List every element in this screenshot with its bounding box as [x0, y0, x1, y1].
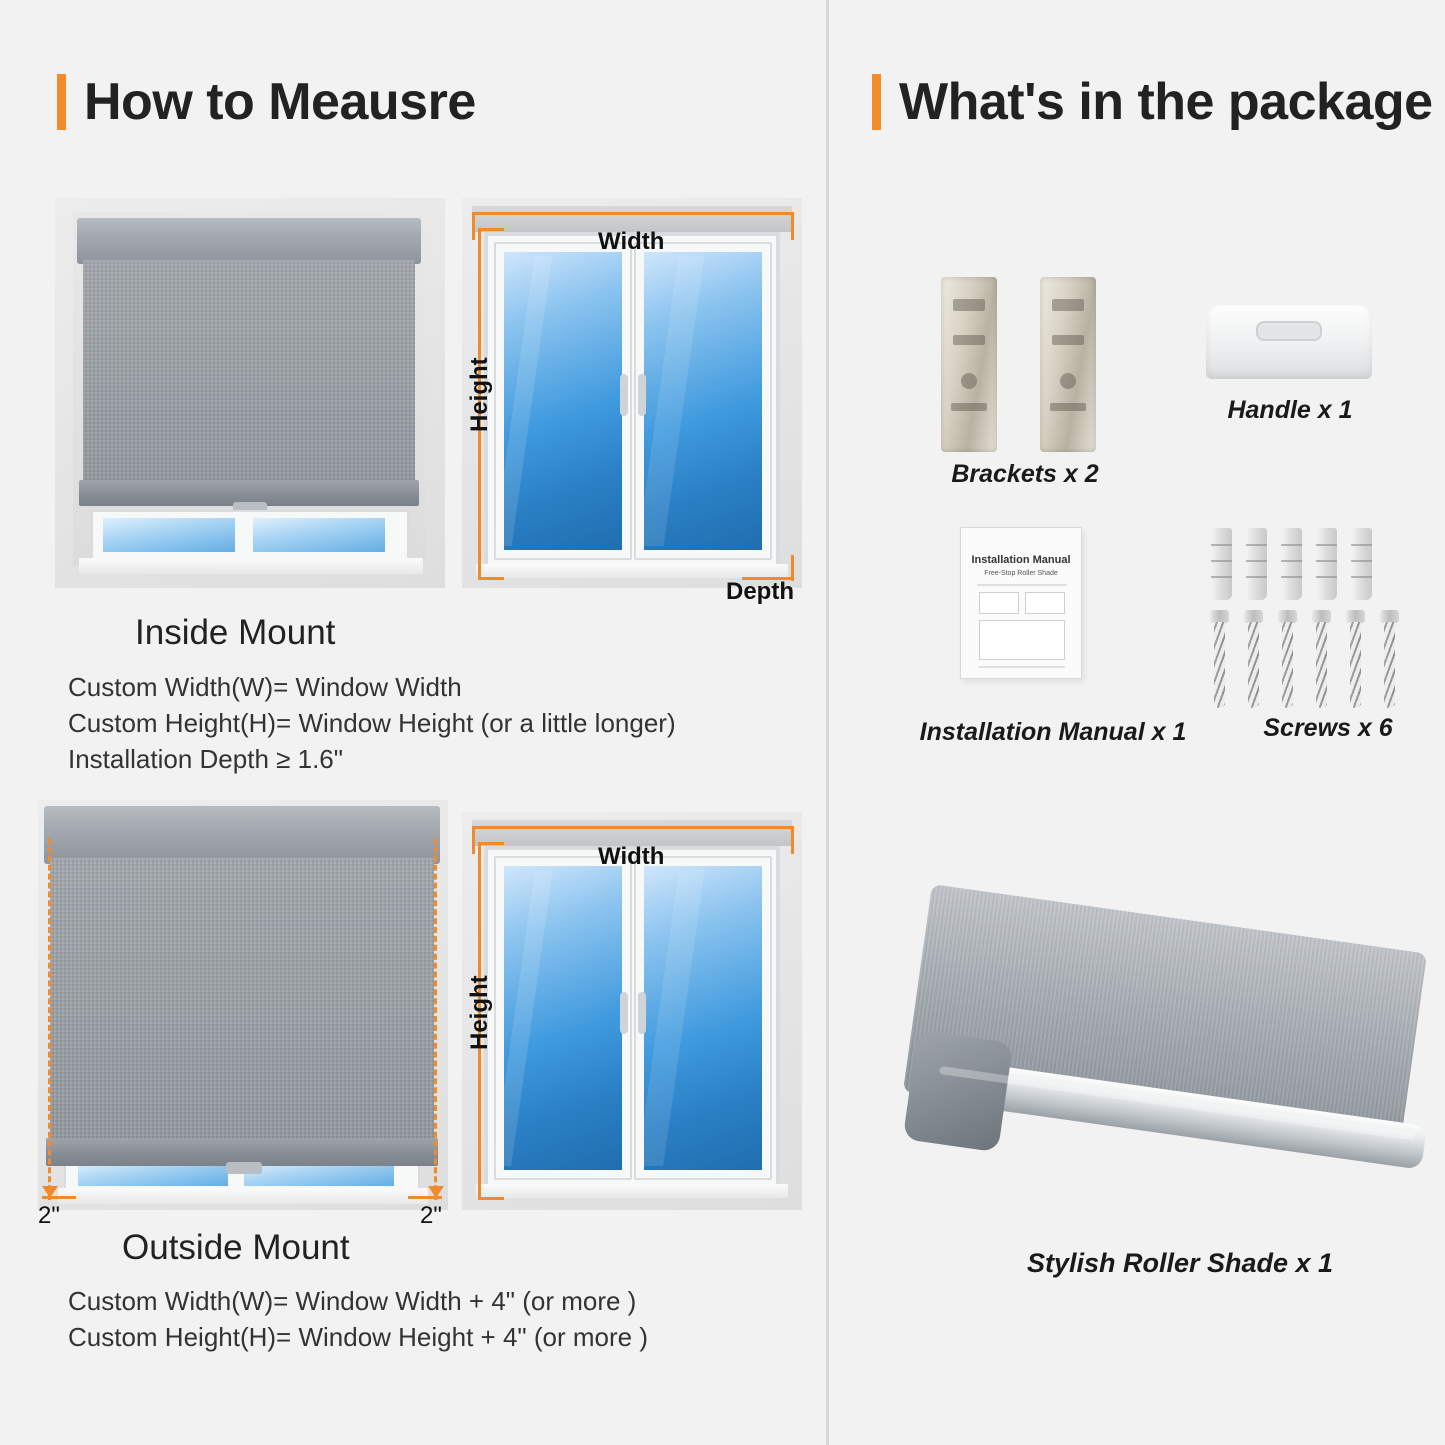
overhang-dash-left — [48, 838, 51, 1200]
overhang-arrow-left — [42, 1186, 58, 1198]
screw-item — [1210, 610, 1229, 708]
bracket-slot — [953, 335, 985, 345]
inside-spec-3: Installation Depth ≥ 1.6" — [68, 744, 343, 774]
manual-rule — [979, 666, 1065, 668]
window-glass-left — [103, 518, 235, 552]
inside-mount-diagram — [462, 198, 802, 588]
guide-height-tick-top — [478, 228, 504, 231]
window-sill — [58, 1188, 428, 1204]
accent-bar — [57, 74, 66, 130]
manual-label: Installation Manual x 1 — [919, 718, 1187, 746]
right-heading-text: What's in the package — [899, 73, 1433, 131]
shade-fabric — [50, 858, 434, 1140]
bracket-slot — [951, 403, 987, 411]
handle-label: Handle x 1 — [1227, 396, 1353, 424]
bracket-slot — [1050, 403, 1086, 411]
bracket-slot — [953, 299, 985, 311]
panel-divider — [826, 0, 829, 1445]
bracket-item-1 — [941, 277, 997, 452]
shade-valance — [44, 806, 440, 864]
roller-shade-photo — [900, 860, 1440, 1190]
screw-shaft — [1248, 622, 1259, 708]
manual-cover-title: Installation Manual — [971, 554, 1071, 566]
manual-rule — [977, 584, 1067, 586]
bracket-slot — [1052, 335, 1084, 345]
overhang-dash-right — [434, 838, 437, 1200]
outside-mount-title: Outside Mount — [122, 1228, 350, 1267]
anchor-ridge — [1351, 544, 1372, 546]
anchor-ridge — [1316, 576, 1337, 578]
installation-manual-item — [960, 527, 1082, 679]
outside-mount-diagram — [462, 812, 802, 1210]
overhang-label-right: 2" — [420, 1202, 442, 1229]
screws-label: Screws x 6 — [1263, 714, 1393, 742]
outside-mount-photo — [38, 800, 448, 1210]
guide-width-top-outside — [472, 826, 794, 829]
outside-spec-1: Custom Width(W)= Window Width + 4" (or more ) — [68, 1286, 637, 1316]
screw-shaft — [1384, 622, 1395, 708]
screw-shaft — [1350, 622, 1361, 708]
bracket-item-2 — [1040, 277, 1096, 452]
anchor-ridge — [1351, 560, 1372, 562]
roller-shade-label: Stylish Roller Shade x 1 — [1026, 1248, 1334, 1278]
guide-width-tick-right-outside — [791, 826, 794, 854]
bracket-hole — [1060, 373, 1076, 389]
inside-mount-photo — [55, 198, 445, 588]
window-handle-left — [620, 992, 628, 1034]
anchor-ridge — [1246, 544, 1267, 546]
anchor-ridge — [1316, 544, 1337, 546]
bracket-slot — [1052, 299, 1084, 311]
shade-valance — [77, 218, 421, 264]
window-sill — [79, 558, 423, 574]
manual-cover-subtitle: Free-Stop Roller Shade — [984, 570, 1058, 577]
left-heading-text: How to Meausre — [84, 73, 476, 131]
outside-width-label: Width — [598, 843, 665, 870]
left-panel-heading — [57, 72, 476, 132]
guide-height-tick-bottom — [478, 577, 504, 580]
anchor-ridge — [1281, 560, 1302, 562]
handle-grip-hole — [1256, 321, 1322, 341]
anchor-ridge — [1211, 560, 1232, 562]
guide-width-top — [472, 212, 794, 215]
anchor-ridge — [1246, 560, 1267, 562]
inside-depth-label: Depth — [726, 578, 794, 605]
wall-anchor — [1351, 528, 1372, 600]
guide-width-tick-left-outside — [472, 826, 475, 854]
brackets-label: Brackets x 2 — [951, 460, 1099, 488]
inside-spec-2: Custom Height(H)= Window Height (or a little longer) — [68, 708, 676, 738]
guide-height-tick-bottom-outside — [478, 1197, 504, 1200]
screw-item — [1380, 610, 1399, 708]
inside-spec-1: Custom Width(W)= Window Width — [68, 672, 462, 702]
screw-item — [1312, 610, 1331, 708]
wall-anchor — [1211, 528, 1232, 600]
overhang-arrow-right — [428, 1186, 444, 1198]
guide-width-tick-left — [472, 212, 475, 240]
manual-diagram-box — [1025, 592, 1065, 614]
guide-height-tick-top-outside — [478, 842, 504, 845]
window-sill — [476, 564, 788, 578]
window-handle-left — [620, 374, 628, 416]
outside-spec-2: Custom Height(H)= Window Height + 4" (or more ) — [68, 1322, 648, 1352]
inside-mount-title: Inside Mount — [135, 613, 336, 652]
manual-diagram-box — [979, 592, 1019, 614]
screw-shaft — [1214, 622, 1225, 708]
anchor-ridge — [1211, 544, 1232, 546]
inside-height-label: Height — [466, 357, 493, 432]
screw-shaft — [1282, 622, 1293, 708]
guide-width-tick-right — [791, 212, 794, 240]
screw-item — [1278, 610, 1297, 708]
accent-bar — [872, 74, 881, 130]
window-handle-right — [638, 992, 646, 1034]
window-handle-right — [638, 374, 646, 416]
roller-shade-end-cap — [903, 1030, 1013, 1152]
window-sill — [476, 1184, 788, 1198]
screw-shaft — [1316, 622, 1327, 708]
wall-anchor — [1246, 528, 1267, 600]
anchor-ridge — [1351, 576, 1372, 578]
screw-item — [1244, 610, 1263, 708]
anchor-ridge — [1316, 560, 1337, 562]
bracket-hole — [961, 373, 977, 389]
shade-fabric — [83, 260, 415, 482]
anchor-ridge — [1211, 576, 1232, 578]
outside-height-label: Height — [466, 975, 493, 1050]
window-glass-right — [253, 518, 385, 552]
shade-pull-tab — [226, 1162, 262, 1174]
manual-diagram-box — [979, 620, 1065, 660]
anchor-ridge — [1281, 576, 1302, 578]
handle-item — [1206, 305, 1372, 379]
anchor-ridge — [1246, 576, 1267, 578]
wall-anchor — [1316, 528, 1337, 600]
anchor-ridge — [1281, 544, 1302, 546]
wall-anchor — [1281, 528, 1302, 600]
inside-width-label: Width — [598, 228, 665, 255]
right-panel-heading — [872, 72, 1433, 132]
screw-item — [1346, 610, 1365, 708]
overhang-label-left: 2" — [38, 1202, 60, 1229]
